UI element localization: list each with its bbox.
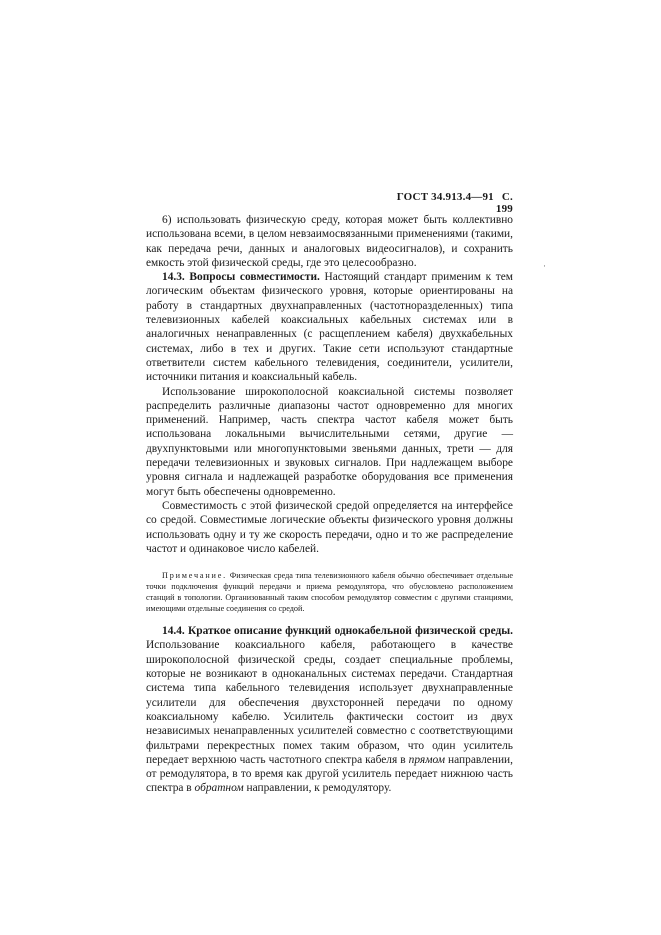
section-14-4-text-c: направлении, к ремодулятору. <box>243 782 392 795</box>
page-number: С. 199 <box>495 191 513 215</box>
note-text: Физическая среда типа телевизионного кабеля обычно обеспечивает отдельные точки подключения функций передачи и приема ремодулятора, что обусловлено расположением станций в топологии. Организованный таким способом ремодулятор совместим с другими станциями, имеющими отдельные соединения со средой. <box>146 571 513 614</box>
standard-number: ГОСТ 34.913.4—91 <box>396 191 494 203</box>
emphasis-forward: прямом <box>408 753 446 766</box>
paragraph-item-6: 6) использовать физическую среду, которая может быть коллективно использована всеми, в целом невзаимосвязанными применениями (такими, как передача речи, данных и аналоговых видеосигналов), и сохранить емкость этой физической среды, где это целесообразно. <box>146 214 513 269</box>
section-14-3-paragraph <box>146 270 513 384</box>
section-14-4-text-b: направлении, от ремодулятора, в то время как другой усилитель передает нижнюю часть спектра в <box>146 753 513 795</box>
section-14-4-title: 14.4. Краткое описание функций однокабельной физической среды. <box>162 625 513 638</box>
margin-mark: · <box>543 261 546 271</box>
document-body <box>146 213 513 796</box>
section-14-4-text-a: Использование коаксиального кабеля, работающего в качестве широкополосной физической среды, создает специальные проблемы, которые не возникают в одноканальных системах передачи. Стандартная система типа кабельного телевидения использует двухнаправленные усилители для обеспечения двухсторонней передачи по одному коаксиальному кабелю. Усилитель фактически состоит из двух независимых ненаправленных усилителей совместно с соответствующими фильтрами перекрестных помех таким образом, что один усилитель передает верхнюю часть частотного спектра кабеля в <box>146 639 513 766</box>
section-14-4-paragraph <box>146 624 513 796</box>
note <box>146 570 513 614</box>
emphasis-reverse: обратном <box>194 782 244 795</box>
paragraph-compatibility: Совместимость с этой физической средой определяется на интерфейсе со средой. Совместимые логические объекты физического уровня должны использовать одну и ту же скорость передачи, одно и то же распределение частот и одинаковое число кабелей. <box>146 499 513 555</box>
note-label: Примечание. <box>162 571 227 581</box>
section-14-3-title: 14.3. Вопросы совместимости. <box>162 271 320 284</box>
section-14-3-text: Настоящий стандарт применим к тем логическим объектам физического уровня, которые ориентированы на работу в стандартных двухнаправленных (частотноразделенных) типа телевизионных кабелей коаксиальных кабельных системах или в аналогичных ненаправленных (с расщеплением кабеля) двухкабельных системах, либо в тех и других. Такие сети используют стандартные ответвители систем кабельного телевидения, соединители, усилители, источники питания и коаксиальный кабель. <box>146 271 513 384</box>
paragraph-broadband-usage: Использование широкополосной коаксиальной системы позволяет распределить различные диапазоны частот одновременно для многих применений. Например, часть спектра частот кабеля может быть использована локальными вычислительными сетями, другие — двухпунктовыми или многопунктовыми звеньями данных, трети — для передачи телевизионных и звуковых сигналов. При надлежащем выборе уровня сигнала и надлежащей разработке оборудования все применения могут быть обеспечены одновременно. <box>146 385 513 498</box>
page-header <box>383 191 513 215</box>
